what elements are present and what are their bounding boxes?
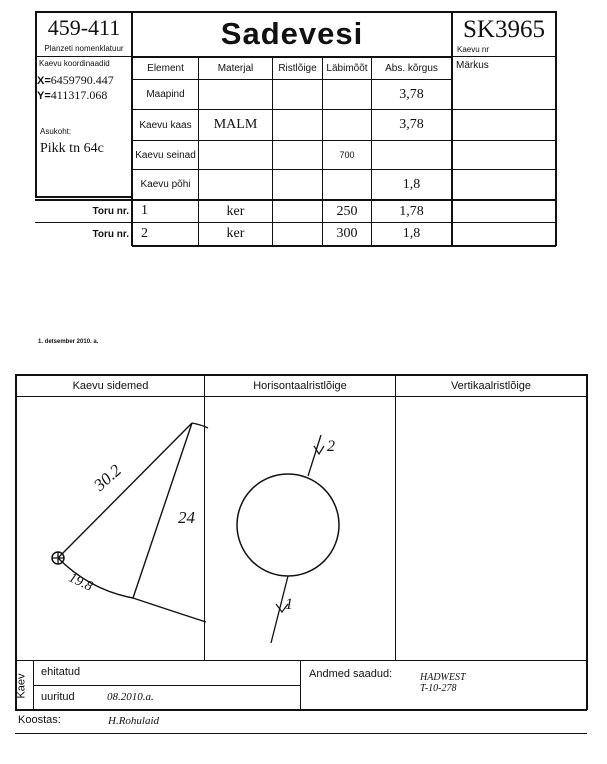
row-ground-height: 3,78 bbox=[399, 86, 424, 102]
built-label: ehitatud bbox=[41, 666, 81, 678]
x-label: X= bbox=[37, 75, 51, 87]
sheet-number: 459-411 bbox=[47, 15, 121, 40]
label-side-a: 30.2 bbox=[90, 460, 125, 495]
row-bottom-height: 1,8 bbox=[402, 176, 421, 192]
pipe-label-top: 2 bbox=[327, 438, 335, 455]
pipe-1-diameter: 250 bbox=[336, 203, 358, 219]
label-side-b: 24 bbox=[178, 508, 195, 527]
col-material: Materjal bbox=[217, 63, 254, 74]
pipe-1-label: Toru nr. bbox=[92, 206, 129, 217]
row-walls-element: Kaevu seinad bbox=[135, 149, 196, 161]
pipe-2-number: 2 bbox=[141, 226, 148, 241]
col-cross-section: Ristlõige bbox=[278, 63, 317, 74]
row-walls-diameter: 700 bbox=[339, 150, 355, 160]
pipe-1-material: ker bbox=[226, 203, 245, 219]
col-diameter: Läbimõõt bbox=[326, 63, 368, 74]
pipe-1-height: 1,78 bbox=[399, 203, 424, 219]
col-element: Element bbox=[147, 63, 184, 74]
location-value: Pikk tn 64c bbox=[40, 141, 104, 156]
well-id-caption: Kaevu nr bbox=[457, 45, 490, 54]
x-value: 6459790.447 bbox=[50, 73, 114, 87]
pipe-label-bottom: 1 bbox=[285, 596, 293, 613]
row-cover-height: 3,78 bbox=[399, 117, 424, 132]
surveyed-value: 08.2010.a. bbox=[107, 691, 154, 703]
row-ground-element: Maapind bbox=[146, 89, 185, 100]
source-line-1: HADWEST bbox=[420, 672, 466, 683]
col-abs-height: Abs. kõrgus bbox=[385, 63, 438, 74]
source-line-2: T-10-278 bbox=[420, 683, 457, 694]
y-label: Y= bbox=[37, 90, 51, 102]
surveyed-label: uuritud bbox=[41, 691, 75, 703]
sheet-caption: Planzeti nomenklatuur bbox=[44, 43, 124, 53]
row-bottom-element: Kaevu põhi bbox=[140, 179, 191, 190]
label-side-c: 19.8 bbox=[66, 570, 95, 595]
location-caption: Asukoht: bbox=[40, 127, 72, 136]
well-side-label: Kaev bbox=[15, 673, 28, 699]
document-title: Sadevesi bbox=[220, 16, 364, 51]
pipe-2-material: ker bbox=[226, 226, 245, 241]
panel-title-vertical: Vertikaalristlõige bbox=[450, 380, 532, 392]
row-cover-material: MALM bbox=[213, 117, 258, 132]
date-note: 1. detsember 2010. a. bbox=[38, 339, 99, 345]
compiled-label: Koostas: bbox=[18, 714, 61, 726]
col-remarks: Märkus bbox=[456, 60, 489, 71]
row-cover-element: Kaevu kaas bbox=[139, 119, 192, 131]
compiled-value: H.Rohulaid bbox=[108, 715, 160, 727]
pipe-2-label: Toru nr. bbox=[92, 228, 129, 240]
pipe-2-height: 1,8 bbox=[402, 226, 421, 241]
coords-caption: Kaevu koordinaadid bbox=[39, 59, 110, 68]
panel-title-horizontal: Horisontaalristlõige bbox=[253, 380, 347, 392]
panel-title-connections: Kaevu sidemed bbox=[72, 380, 149, 392]
pipe-1-number: 1 bbox=[141, 203, 148, 218]
well-id: SK3965 bbox=[463, 16, 545, 43]
source-label: Andmed saadud: bbox=[309, 668, 393, 680]
y-value: 411317.068 bbox=[50, 88, 108, 102]
pipe-2-diameter: 300 bbox=[336, 226, 358, 241]
